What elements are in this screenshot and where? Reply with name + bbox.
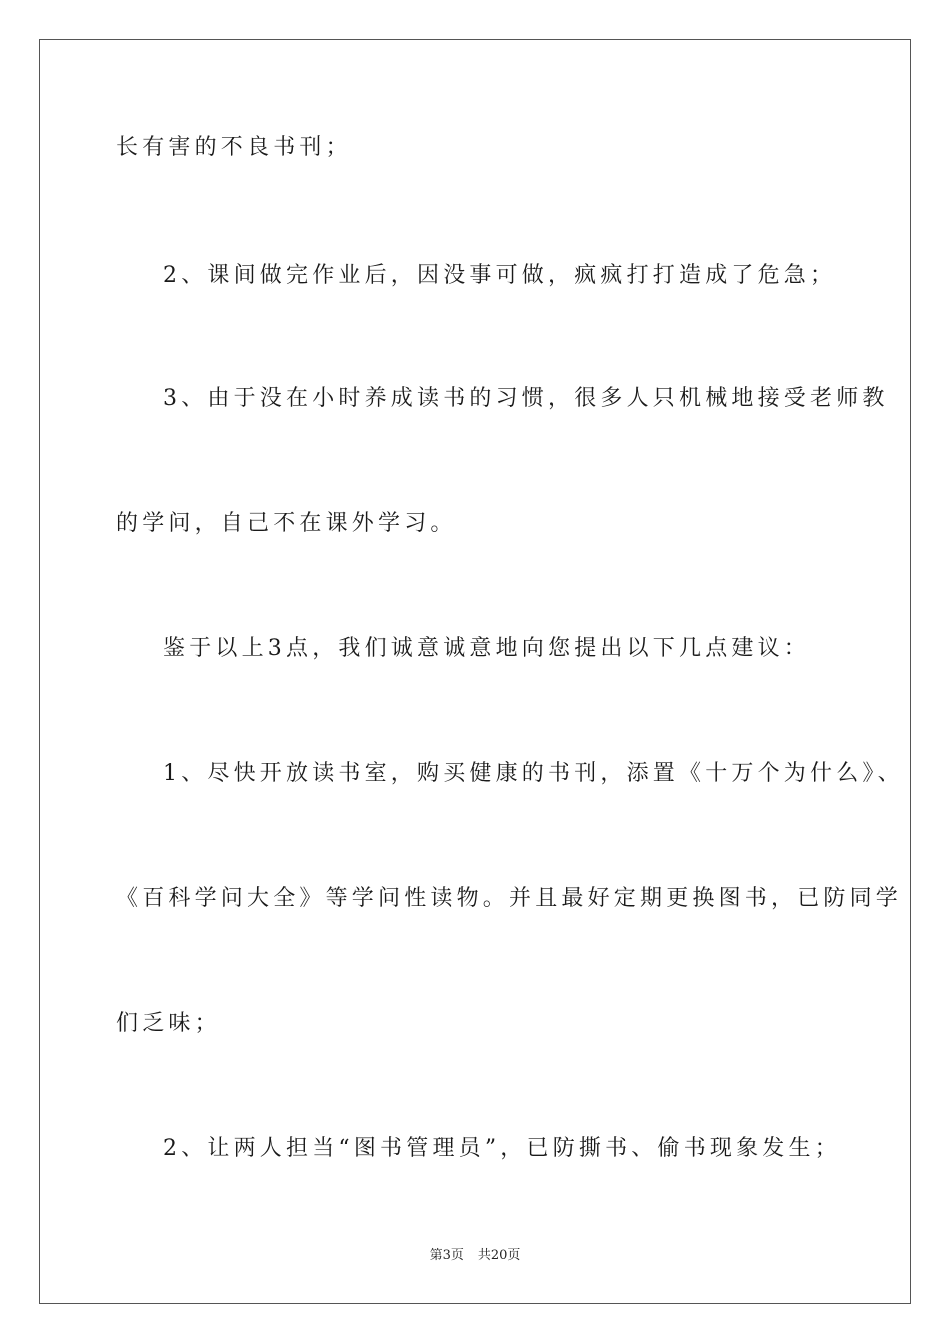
body-line-8: 们乏味； <box>116 1011 221 1036</box>
body-line-1: 长有害的不良书刊； <box>116 135 352 160</box>
body-line-3: 3、由于没在小时养成读书的习惯，很多人只机械地接受老师教 <box>163 386 889 411</box>
page-footer <box>0 1247 950 1265</box>
body-line-7: 《百科学问大全》等学问性读物。并且最好定期更换图书，已防同学 <box>116 886 903 911</box>
body-line-2: 2、课间做完作业后，因没事可做，疯疯打打造成了危急； <box>163 263 837 288</box>
page-border <box>39 39 911 1304</box>
page-number: 第3页 <box>429 1248 464 1263</box>
body-line-6: 1、尽快开放读书室，购买健康的书刊，添置《十万个为什么》、 <box>163 761 904 786</box>
body-line-4: 的学问，自己不在课外学习。 <box>116 511 457 536</box>
body-line-9: 2、让两人担当“图书管理员”，已防撕书、偷书现象发生； <box>163 1136 841 1161</box>
page-total: 共20页 <box>477 1248 521 1263</box>
body-line-5: 鉴于以上3点，我们诚意诚意地向您提出以下几点建议： <box>163 636 810 661</box>
